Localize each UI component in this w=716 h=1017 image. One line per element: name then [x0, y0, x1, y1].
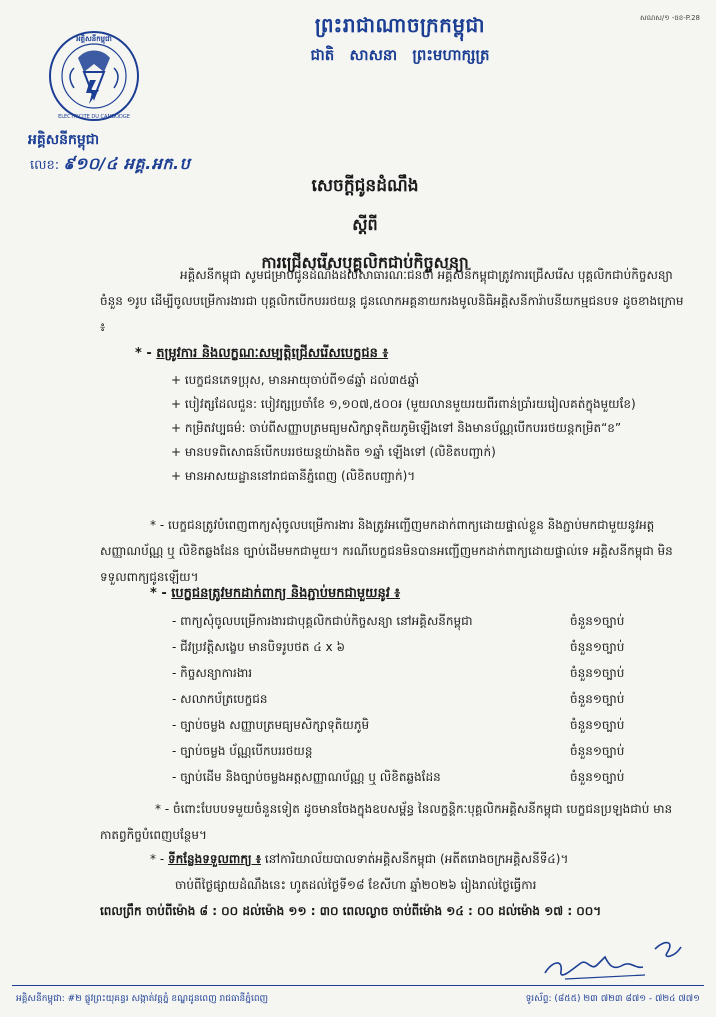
- submission-period: ចាប់ពីថ្ងៃផ្សាយដំណឹងនេះ ហូតដល់ថ្ងៃទី១៨ ខែសីហា ឆ្នាំ២០២៦ រៀងរាល់ថ្ងៃធ្វើការ: [175, 878, 537, 892]
- documents-list: [160, 608, 680, 790]
- requirements-list: [135, 368, 695, 488]
- document-name: - ច្បាប់ចម្លង សញ្ញាបត្រមធ្យមសិក្សាទុតិយភូមិ: [172, 718, 370, 732]
- requirements-heading-text: តម្រូវការ និងលក្ខណៈសម្បត្តិជ្រើសរើសបេក្ខជន ៖: [156, 346, 389, 361]
- document-name: - ជីវប្រវត្តិសង្ខេប មានបិទរូបថត ៤ x ៦: [172, 640, 345, 654]
- requirements-section: [135, 345, 695, 488]
- documents-heading: [150, 585, 710, 604]
- table-row: [160, 712, 680, 738]
- location-text: នៅការិយាល័យបាលទាត់អគ្គិសនីកម្ពុជា (អតីតរោងចក្រអគ្គិសនីទី៤)។: [264, 852, 569, 866]
- list-item: + មានបទពិសោធន៍បើកបររថយន្តយ៉ាងតិច ១ឆ្នាំ ឡើងទៅ (លិខិតបញ្ជាក់): [171, 445, 496, 459]
- signature-image: [535, 935, 705, 985]
- additional-requirements: * - ចំពោះបែបបទមួយចំនួនទៀត ដូចមានចែងក្នុងឧបសម្ព័ន្ធ នៃលក្ខន្តិកៈបុគ្គលិកអគ្គិសនីកម្ពុជា បេក្ខជនប្រឡងជាប់ មានកាតព្វកិច្ចបំពេញបន្ថែម។: [100, 802, 673, 842]
- requirements-heading: [135, 345, 695, 364]
- reference-value: ៩១០/៤ អគ្គ.អក.ប: [63, 154, 191, 173]
- reference-number: [30, 153, 190, 177]
- list-item: + មានអាសយដ្ឋាននៅរាជធានីភ្នំពេញ (លិខិតបញ្ជាក់)។: [171, 469, 416, 483]
- document-name: - ច្បាប់ចម្លង ប័ណ្ណបើកបររថយន្ត: [172, 744, 313, 758]
- notice-title: [150, 175, 580, 276]
- national-motto: ជាតិ សាសនា ព្រះមហាក្សត្រ: [310, 46, 490, 64]
- document-name: - កិច្ចសន្យាការងារ: [172, 666, 253, 680]
- document-code: សណស/១ -ចខ-P.28: [640, 14, 700, 22]
- document-name: - ច្បាប់ដើម និងច្បាប់ចម្លងអត្តសញ្ញាណប័ណ្ណ ឬ លិខិតឆ្លងដែន: [172, 770, 441, 784]
- table-row: [160, 634, 680, 660]
- organization-name: អគ្គិសនីកម្ពុជា: [28, 132, 100, 148]
- edc-logo-icon: [34, 28, 154, 128]
- location-line: [150, 846, 690, 872]
- list-item: + បៀវត្សដែលជួន: បៀវត្សប្រចាំខែ ១,១០៧,៥០០៛ (មួយលានមួយរយពីរពាន់ប្រាំរយរៀលគត់ក្នុងមួយខែ): [171, 397, 636, 411]
- document-count: ចំនួន១ច្បាប់: [570, 718, 625, 732]
- list-item: + បេក្ខជនភេទប្រុស, មានអាយុចាប់ពី១៨ឆ្នាំ ដល់៣៥ឆ្នាំ: [171, 373, 420, 387]
- table-row: [160, 738, 680, 764]
- document-count: ចំនួន១ច្បាប់: [570, 640, 625, 654]
- national-header: [250, 12, 550, 68]
- documents-heading-text: បេក្ខជនត្រូវមកដាក់ពាក្យ និងភ្ជាប់មកជាមួយនូវ ៖: [171, 586, 401, 601]
- location-prefix: * -: [150, 852, 165, 866]
- application-instructions: * - បេក្ខជនត្រូវបំពេញពាក្យសុំចូលបម្រើការងារ និងត្រូវអញ្ជើញមកដាក់ពាក្យដោយផ្ទាល់ខ្លួន និងភ្ជាប់មកជាមួយនូវអត្តសញ្ញាណប័ណ្ណ ឬ លិខិតឆ្លងដែន ច្បាប់ដើមមកជាមួយ។ ករណីបេក្ខជនមិនបានអញ្ជើញមកដាក់ពាក្យដោយផ្ទាល់ទេ អគ្គិសនីកម្ពុជា មិនទទួលពាក្យជូនឡើយ។: [100, 518, 673, 584]
- office-hours: ពេលព្រឹក ចាប់ពីម៉ោង ៨ : ០០ ដល់ម៉ោង ១១ : ៣០ ពេលល្ងាច ចាប់ពីម៉ោង ១៤ : ០០ ដល់ម៉ោង ១៧ : ០០។: [100, 904, 602, 918]
- document-count: ចំនួន១ច្បាប់: [570, 692, 625, 706]
- intro-paragraph: អគ្គិសនីកម្ពុជា សូមជម្រាបជូនដំណឹងដល់សាធារណៈជនថា អគ្គិសនីកម្ពុជាត្រូវការជ្រើសរើស បុគ្គលិកជាប់កិច្ចសន្យា ចំនួន ១រូប ដើម្បីចូលបម្រើការងារជា បុគ្គលិកបើកបររថយន្ត ជូនលោកអគ្គនាយករងមូលនិធិអគ្គិសនីការ៉ាបនីយកម្មជនបទ ដូចខាងក្រោម ៖: [100, 268, 684, 334]
- document-name: - សលាកប័ត្របេក្ខជន: [172, 692, 268, 706]
- document-count: ចំនួន១ច្បាប់: [570, 770, 625, 784]
- table-row: [160, 660, 680, 686]
- location-label: ទីកន្លែងទទួលពាក្យ ៖: [167, 852, 261, 866]
- document-count: ចំនួន១ច្បាប់: [570, 614, 625, 628]
- notice-title-line1: សេចក្ដីជូនដំណឹង: [311, 176, 419, 196]
- requirements-prefix: * -: [135, 346, 152, 361]
- footer-phone: ទូរស័ព្ទ: (៨៥៥) ២៣ ៧២៣ ៨៧១ - ៧២៤ ៧៧១: [525, 994, 700, 1004]
- footer-address: អគ្គិសនីកម្ពុជា: #២ ផ្លូវព្រះយុគន្ធរ សង្កាត់វត្តភ្នំ ខណ្ឌដូនពេញ រាជធានីភ្នំពេញ: [16, 994, 269, 1004]
- list-item: + កម្រិតវប្បធម៌: ចាប់ពីសញ្ញាបត្រមធ្យមសិក្សាទុតិយភូមិឡើងទៅ និងមានប័ណ្ណបើកបររថយន្តកម្រិត“ខ”: [171, 421, 622, 435]
- notice-title-line3: ការជ្រើសរើសបុគ្គលិកជាប់កិច្ចសន្យា: [261, 253, 469, 272]
- reference-label: លេខ:: [30, 158, 60, 173]
- documents-prefix: * -: [150, 586, 167, 601]
- table-row: [160, 608, 680, 634]
- document-count: ចំនួន១ច្បាប់: [570, 744, 625, 758]
- logo-text: ELECTRICITE DU CAMBODGE: [58, 114, 130, 120]
- table-row: [160, 686, 680, 712]
- documents-section: [150, 585, 710, 604]
- kingdom-title: ព្រះរាជាណាចក្រកម្ពុជា: [314, 13, 486, 37]
- notice-title-line2: ស្ដីពី: [352, 215, 378, 234]
- logo-text-khmer: អគ្គិសនីកម្ពុជា: [76, 34, 112, 43]
- document-count: ចំនួន១ច្បាប់: [570, 666, 625, 680]
- document-name: - ពាក្យសុំចូលបម្រើការងារជាបុគ្គលិកជាប់កិច្ចសន្យា នៅអគ្គិសនីកម្ពុជា: [172, 614, 473, 628]
- table-row: [160, 764, 680, 790]
- footer-divider: [12, 985, 704, 986]
